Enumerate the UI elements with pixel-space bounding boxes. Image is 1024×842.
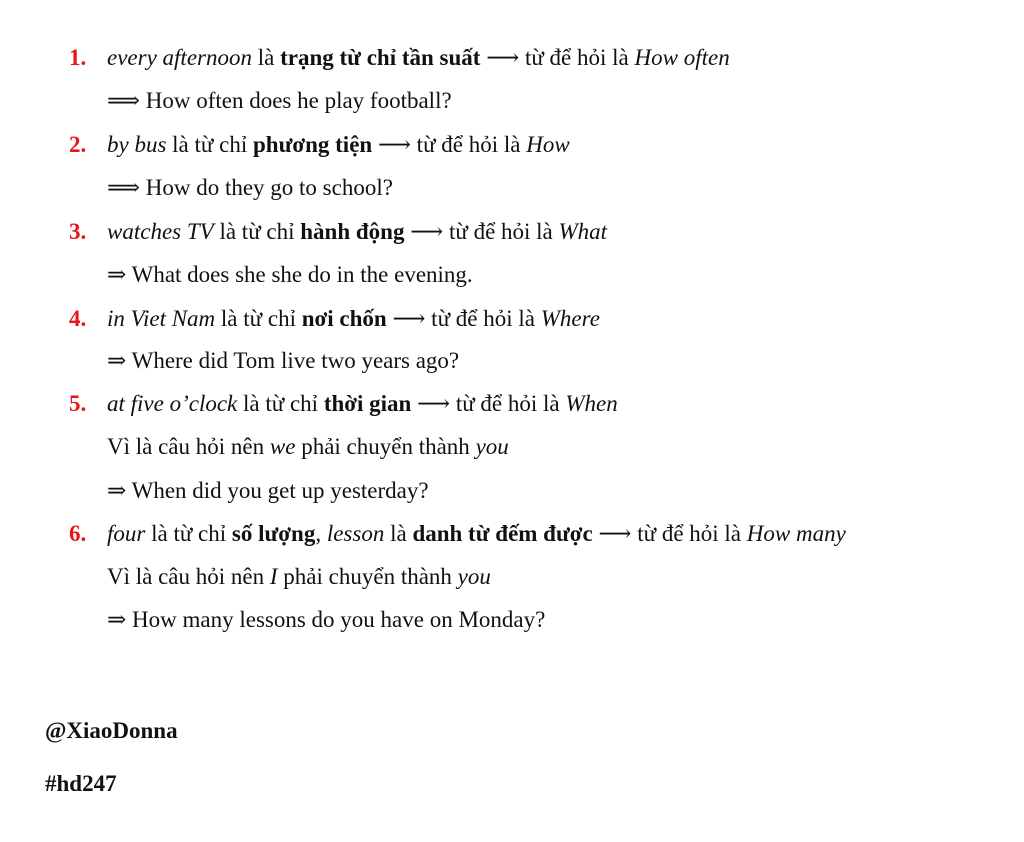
item-4-number: 4.	[69, 306, 87, 331]
item-3-keyword: watches TV	[107, 219, 214, 244]
item-6-note-from: I	[269, 564, 278, 589]
item-4-text-2: ⟶ từ để hỏi là	[386, 306, 541, 331]
item-2-number: 2.	[69, 132, 87, 157]
item-5-note-from: we	[269, 434, 296, 459]
item-5-text: là từ chỉ	[237, 391, 324, 416]
item-1-explanation	[107, 44, 730, 72]
item-1-answer: ⟹ How often does he play football?	[107, 88, 452, 113]
item-5-keyword: at five o’clock	[107, 391, 238, 416]
item-5-note-to: you	[475, 434, 509, 459]
item-5-text-2: ⟶ từ để hỏi là	[411, 391, 566, 416]
item-6-question-word: How many	[746, 521, 846, 546]
item-6-keyword-2: lesson	[326, 521, 385, 546]
item-4-category: nơi chốn	[301, 306, 387, 331]
item-6-text: là từ chỉ	[145, 521, 232, 546]
item-1-text-2: ⟶ từ để hỏi là	[480, 45, 635, 70]
item-3-question-word: What	[558, 219, 608, 244]
item-6-number: 6.	[69, 521, 87, 546]
item-5-question-word: When	[565, 391, 618, 416]
item-1-text: là	[251, 45, 281, 70]
item-5-category: thời gian	[323, 391, 412, 416]
item-5-number: 5.	[69, 391, 87, 416]
item-5-note	[107, 433, 509, 461]
item-6-text-b: là	[384, 521, 413, 546]
hashtag: #hd247	[45, 771, 117, 796]
item-2-category: phương tiện	[252, 132, 373, 157]
item-4-explanation	[107, 305, 600, 333]
item-6-keyword: four	[107, 521, 146, 546]
item-4-text: là từ chỉ	[215, 306, 302, 331]
item-6-note	[107, 563, 491, 591]
item-3-explanation	[107, 218, 607, 246]
item-3-category: hành động	[300, 219, 405, 244]
item-6-category-2: danh từ đếm được	[412, 521, 593, 546]
author-handle: @XiaoDonna	[45, 718, 178, 743]
item-5-answer: ⇒ When did you get up yesterday?	[107, 478, 429, 503]
item-3-number: 3.	[69, 219, 87, 244]
item-6-note-to: you	[457, 564, 491, 589]
item-2-explanation	[107, 131, 570, 159]
item-2-question-word: How	[526, 132, 570, 157]
item-5-explanation	[107, 390, 618, 418]
item-3-answer: ⇒ What does she she do in the evening.	[107, 262, 473, 287]
item-5-note-text: Vì là câu hỏi nên	[107, 434, 270, 459]
item-6-comma: ,	[315, 521, 327, 546]
item-3-text-2: ⟶ từ để hỏi là	[404, 219, 559, 244]
item-5-note-text-2: phải chuyển thành	[295, 434, 476, 459]
item-2-text-2: ⟶ từ để hỏi là	[372, 132, 527, 157]
item-4-answer: ⇒ Where did Tom live two years ago?	[107, 348, 460, 373]
item-6-answer: ⇒ How many lessons do you have on Monday?	[107, 607, 546, 632]
item-1-category: trạng từ chỉ tần suất	[280, 45, 481, 70]
item-1-question-word: How often	[634, 45, 730, 70]
item-6-note-text: Vì là câu hỏi nên	[107, 564, 270, 589]
item-6-note-text-2: phải chuyển thành	[277, 564, 458, 589]
item-3-text: là từ chỉ	[213, 219, 301, 244]
item-4-question-word: Where	[540, 306, 600, 331]
item-2-keyword: by bus	[107, 132, 167, 157]
item-4-keyword: in Viet Nam	[107, 306, 216, 331]
item-1-number: 1.	[69, 45, 87, 70]
item-6-text-2: ⟶ từ để hỏi là	[592, 521, 747, 546]
item-6-explanation	[107, 520, 846, 548]
item-6-category: số lượng	[231, 521, 316, 546]
item-2-answer: ⟹ How do they go to school?	[107, 175, 393, 200]
item-2-text: là từ chỉ	[166, 132, 253, 157]
item-1-keyword: every afternoon	[107, 45, 252, 70]
